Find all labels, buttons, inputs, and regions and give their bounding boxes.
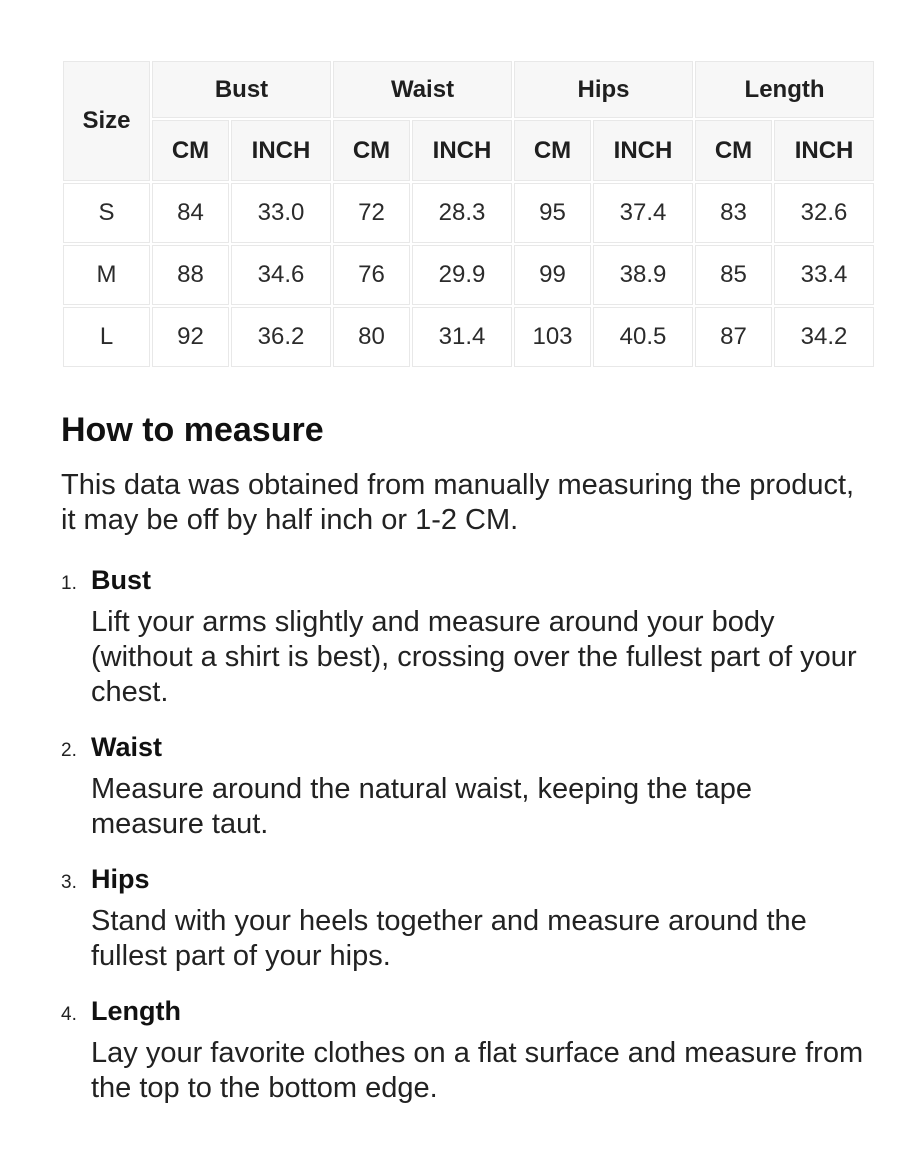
group-header-waist: Waist — [333, 61, 512, 118]
unit-header-waist-inch: INCH — [412, 120, 512, 181]
unit-header-length-cm: CM — [695, 120, 772, 181]
measurement-cell: 28.3 — [412, 183, 512, 243]
unit-header-length-inch: INCH — [774, 120, 874, 181]
list-item-hips — [61, 863, 920, 974]
how-to-measure-heading: How to measure — [61, 411, 324, 449]
unit-header-hips-cm: CM — [514, 120, 591, 181]
measurement-cell: 37.4 — [593, 183, 693, 243]
unit-header-waist-cm: CM — [333, 120, 410, 181]
list-item-bust — [61, 564, 920, 710]
measurement-cell: 76 — [333, 245, 410, 305]
list-item-head — [61, 863, 920, 895]
group-header-bust: Bust — [152, 61, 331, 118]
table-header-units-row — [63, 120, 874, 181]
measurement-cell: 72 — [333, 183, 410, 243]
measurement-cell: 33.0 — [231, 183, 331, 243]
measurement-cell: 31.4 — [412, 307, 512, 367]
list-item-number: 2. — [61, 740, 77, 761]
measurement-cell: 92 — [152, 307, 229, 367]
measurement-cell: 95 — [514, 183, 591, 243]
list-item-head — [61, 995, 920, 1027]
measurement-cell: 103 — [514, 307, 591, 367]
list-item-title: Length — [91, 996, 181, 1026]
list-item-body: Measure around the natural waist, keeping the tape measure taut. — [91, 773, 752, 840]
size-cell: M — [63, 245, 150, 305]
unit-header-bust-inch: INCH — [231, 120, 331, 181]
table-row-size-s — [63, 183, 874, 243]
group-header-hips: Hips — [514, 61, 693, 118]
table-header-groups-row — [63, 61, 874, 118]
table-row-size-l — [63, 307, 874, 367]
list-item-title: Bust — [91, 565, 151, 595]
measurement-cell: 40.5 — [593, 307, 693, 367]
table-row-size-m — [63, 245, 874, 305]
measurement-cell: 33.4 — [774, 245, 874, 305]
size-column-header: Size — [63, 61, 150, 181]
list-item-number: 1. — [61, 573, 77, 594]
list-item-title: Hips — [91, 864, 150, 894]
size-chart-table — [61, 59, 876, 369]
measurement-cell: 38.9 — [593, 245, 693, 305]
measurement-cell: 99 — [514, 245, 591, 305]
unit-header-bust-cm: CM — [152, 120, 229, 181]
unit-header-hips-inch: INCH — [593, 120, 693, 181]
measurement-cell: 34.6 — [231, 245, 331, 305]
size-cell: L — [63, 307, 150, 367]
measurement-cell: 85 — [695, 245, 772, 305]
list-item-head — [61, 731, 920, 763]
measurement-cell: 29.9 — [412, 245, 512, 305]
list-item-body: Lift your arms slightly and measure around your body (without a shirt is best), crossing over the fullest part of your chest. — [91, 606, 857, 708]
measurement-cell: 87 — [695, 307, 772, 367]
measurement-cell: 80 — [333, 307, 410, 367]
size-cell: S — [63, 183, 150, 243]
measurement-cell: 32.6 — [774, 183, 874, 243]
list-item-body: Lay your favorite clothes on a flat surface and measure from the top to the bottom edge. — [91, 1037, 864, 1104]
measurement-cell: 36.2 — [231, 307, 331, 367]
list-item-body: Stand with your heels together and measure around the fullest part of your hips. — [91, 905, 807, 972]
measurement-cell: 34.2 — [774, 307, 874, 367]
measurement-cell: 84 — [152, 183, 229, 243]
list-item-number: 3. — [61, 872, 77, 893]
list-item-head — [61, 564, 920, 596]
list-item-number: 4. — [61, 1004, 77, 1025]
measurement-cell: 88 — [152, 245, 229, 305]
measure-instructions-list — [61, 564, 920, 1106]
group-header-length: Length — [695, 61, 874, 118]
list-item-waist — [61, 731, 920, 842]
measurement-cell: 83 — [695, 183, 772, 243]
list-item-length — [61, 995, 920, 1106]
list-item-title: Waist — [91, 732, 163, 762]
measure-intro-text: This data was obtained from manually measuring the product, it may be off by half inch or 1-2 CM. — [61, 469, 855, 536]
